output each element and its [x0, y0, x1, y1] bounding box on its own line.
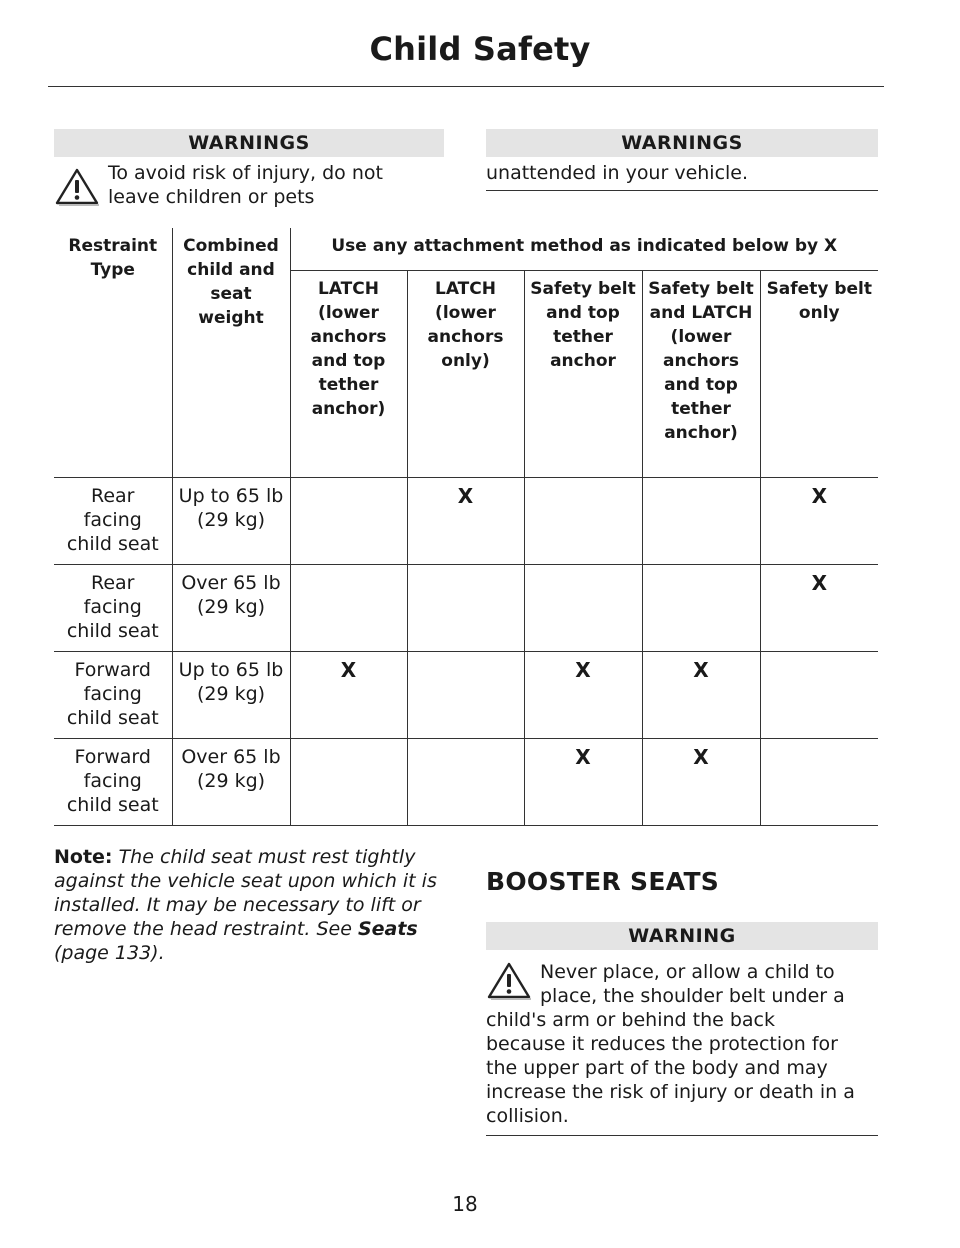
table-row [54, 651, 878, 738]
page-reference: (page 133). [54, 942, 165, 964]
booster-warning-header: WARNING [486, 922, 878, 950]
header-method: Safety belt only [760, 270, 878, 477]
installation-note [54, 845, 444, 965]
header-attachment-group: Use any attachment method as indicated below by X [290, 228, 878, 270]
cell-mark: X [524, 738, 642, 825]
cell-mark: X [524, 651, 642, 738]
page-title: Child Safety [369, 30, 591, 68]
cell-mark [407, 651, 524, 738]
warning-line: the upper part of the body and may [486, 1057, 828, 1079]
cell-mark [524, 477, 642, 564]
header-method: LATCH (lower anchors and top tether anchor) [290, 270, 407, 477]
cell-mark: X [407, 477, 524, 564]
cell-restraint: Rear facing child seat [54, 564, 172, 651]
warnings-header-right: WARNINGS [486, 129, 878, 157]
cell-mark: X [642, 651, 760, 738]
cell-mark [642, 564, 760, 651]
cell-mark [760, 651, 878, 738]
table-row [54, 738, 878, 825]
cell-weight: Up to 65 lb (29 kg) [172, 651, 290, 738]
cell-mark [290, 564, 407, 651]
cell-mark [290, 738, 407, 825]
warning-line: child's arm or behind the back [486, 1009, 775, 1031]
cell-restraint: Forward facing child seat [54, 651, 172, 738]
header-method: Safety belt and LATCH (lower anchors and top tether anchor) [642, 270, 760, 477]
warning-text-right: unattended in your vehicle. [486, 162, 749, 184]
header-restraint-type: Restraint Type [54, 228, 172, 477]
cell-mark: X [760, 477, 878, 564]
cell-restraint: Forward facing child seat [54, 738, 172, 825]
cell-mark [642, 477, 760, 564]
warning-line: place, the shoulder belt under a [540, 985, 845, 1007]
warning-line: To avoid risk of injury, do not [108, 162, 383, 184]
cell-mark: X [642, 738, 760, 825]
warning-triangle-icon [54, 166, 100, 206]
booster-warning-text [486, 960, 886, 1128]
booster-seats-heading: BOOSTER SEATS [486, 867, 720, 896]
note-text: The child seat must rest tightly against the vehicle seat upon which it is installed. It may be necessary to lift or remove the head restraint. See [54, 846, 437, 940]
warning-text-left [108, 161, 448, 209]
table-row [54, 477, 878, 564]
warning-line: increase the risk of injury or death in a [486, 1081, 855, 1103]
cell-mark: X [290, 651, 407, 738]
warning-line: leave children or pets [108, 186, 315, 208]
cell-mark [524, 564, 642, 651]
header-method: Safety belt and top tether anchor [524, 270, 642, 477]
cell-weight: Up to 65 lb (29 kg) [172, 477, 290, 564]
warning-line: collision. [486, 1105, 569, 1127]
warning-line: Never place, or allow a child to [540, 961, 835, 983]
cell-mark [407, 738, 524, 825]
warnings-header-left: WARNINGS [54, 129, 444, 157]
cell-weight: Over 65 lb (29 kg) [172, 738, 290, 825]
table-row [54, 564, 878, 651]
page-number: 18 [452, 1192, 478, 1216]
cell-mark [290, 477, 407, 564]
cell-mark [760, 738, 878, 825]
cell-mark [407, 564, 524, 651]
cell-restraint: Rear facing child seat [54, 477, 172, 564]
seats-reference-link[interactable]: Seats [357, 918, 418, 940]
header-method: LATCH (lower anchors only) [407, 270, 524, 477]
note-label: Note: [54, 846, 113, 868]
title-divider [48, 86, 884, 87]
warning-divider [486, 190, 878, 191]
cell-weight: Over 65 lb (29 kg) [172, 564, 290, 651]
attachment-method-table [54, 228, 878, 826]
cell-mark: X [760, 564, 878, 651]
header-combined-weight: Combined child and seat weight [172, 228, 290, 477]
warning-line: because it reduces the protection for [486, 1033, 838, 1055]
booster-warning-divider [486, 1135, 878, 1136]
